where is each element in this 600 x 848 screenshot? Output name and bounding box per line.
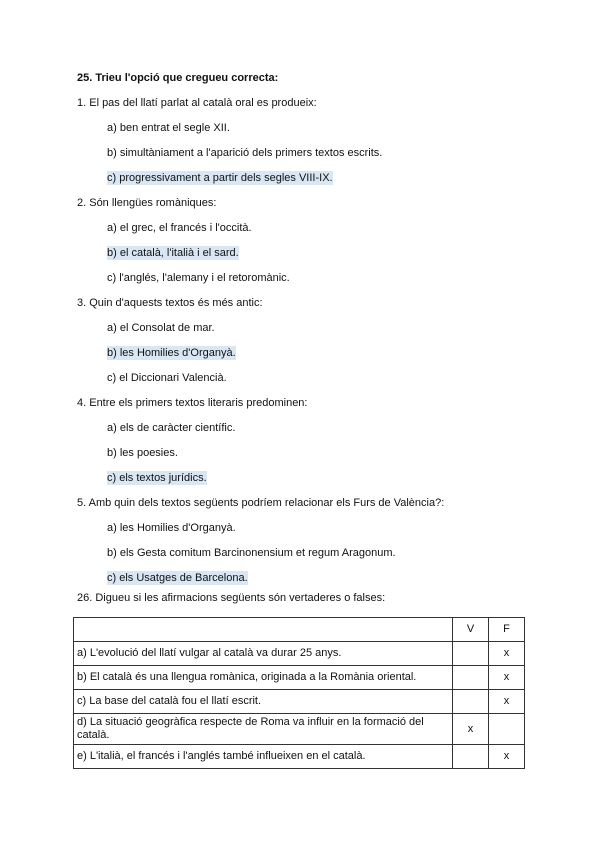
question-text: 1. El pas del llatí parlat al català oral es produeix:	[77, 97, 317, 109]
v-cell	[453, 745, 489, 769]
option: b) els Gesta comitum Barcinonensium et regum Aragonum.	[107, 547, 396, 559]
f-cell: x	[489, 745, 525, 769]
option: b) les poesies.	[107, 447, 178, 459]
header-f: F	[489, 618, 525, 642]
statement: c) La base del català fou el llatí escrit.	[74, 690, 453, 714]
statement: d) La situació geogràfica respecte de Roma va influir en la formació del català.	[74, 714, 453, 745]
correct-option: c) els Usatges de Barcelona.	[107, 572, 248, 584]
statement: e) L'italià, el francés i l'anglés també influeixen en el català.	[74, 745, 453, 769]
question-text: 3. Quin d'aquests textos és més antic:	[77, 297, 263, 309]
option: c) el Diccionari Valencià.	[107, 372, 227, 384]
header-statement	[74, 618, 453, 642]
f-cell: x	[489, 690, 525, 714]
statement: b) El català és una llengua romànica, originada a la Romània oriental.	[74, 666, 453, 690]
v-cell	[453, 642, 489, 666]
table-row	[74, 690, 525, 714]
v-cell: x	[453, 714, 489, 745]
table-header-row	[74, 618, 525, 642]
option: c) l'anglés, l'alemany i el retoromànic.	[107, 272, 290, 284]
correct-option: c) els textos jurídics.	[107, 472, 207, 484]
table-row	[74, 745, 525, 769]
option: a) els de caràcter científic.	[107, 422, 236, 434]
option: b) simultàniament a l'aparició dels primers textos escrits.	[107, 147, 383, 159]
correct-option: b) les Homilies d'Organyà.	[107, 347, 236, 359]
option: a) el grec, el francés i l'occità.	[107, 222, 252, 234]
question-text: 4. Entre els primers textos literaris predominen:	[77, 397, 308, 409]
header-v: V	[453, 618, 489, 642]
correct-option: c) progressivament a partir dels segles VIII-IX.	[107, 172, 333, 184]
question-text: 2. Són llengües romàniques:	[77, 197, 217, 209]
table-row	[74, 666, 525, 690]
table-row	[74, 642, 525, 666]
f-cell: x	[489, 666, 525, 690]
option: a) les Homilies d'Organyà.	[107, 522, 236, 534]
true-false-table	[73, 617, 525, 769]
table-row	[74, 714, 525, 745]
option: a) el Consolat de mar.	[107, 322, 215, 334]
section-26-title: 26. Digueu si les afirmacions següents són vertaderes o falses:	[77, 592, 386, 604]
statement: a) L'evolució del llatí vulgar al català va durar 25 anys.	[74, 642, 453, 666]
v-cell	[453, 690, 489, 714]
f-cell: x	[489, 642, 525, 666]
section-25-title: 25. Trieu l'opció que cregueu correcta:	[77, 72, 279, 84]
f-cell	[489, 714, 525, 745]
question-text: 5. Amb quin dels textos següents podríem relacionar els Furs de València?:	[77, 497, 445, 509]
v-cell	[453, 666, 489, 690]
option: a) ben entrat el segle XII.	[107, 122, 230, 134]
correct-option: b) el català, l'italià i el sard.	[107, 247, 239, 259]
